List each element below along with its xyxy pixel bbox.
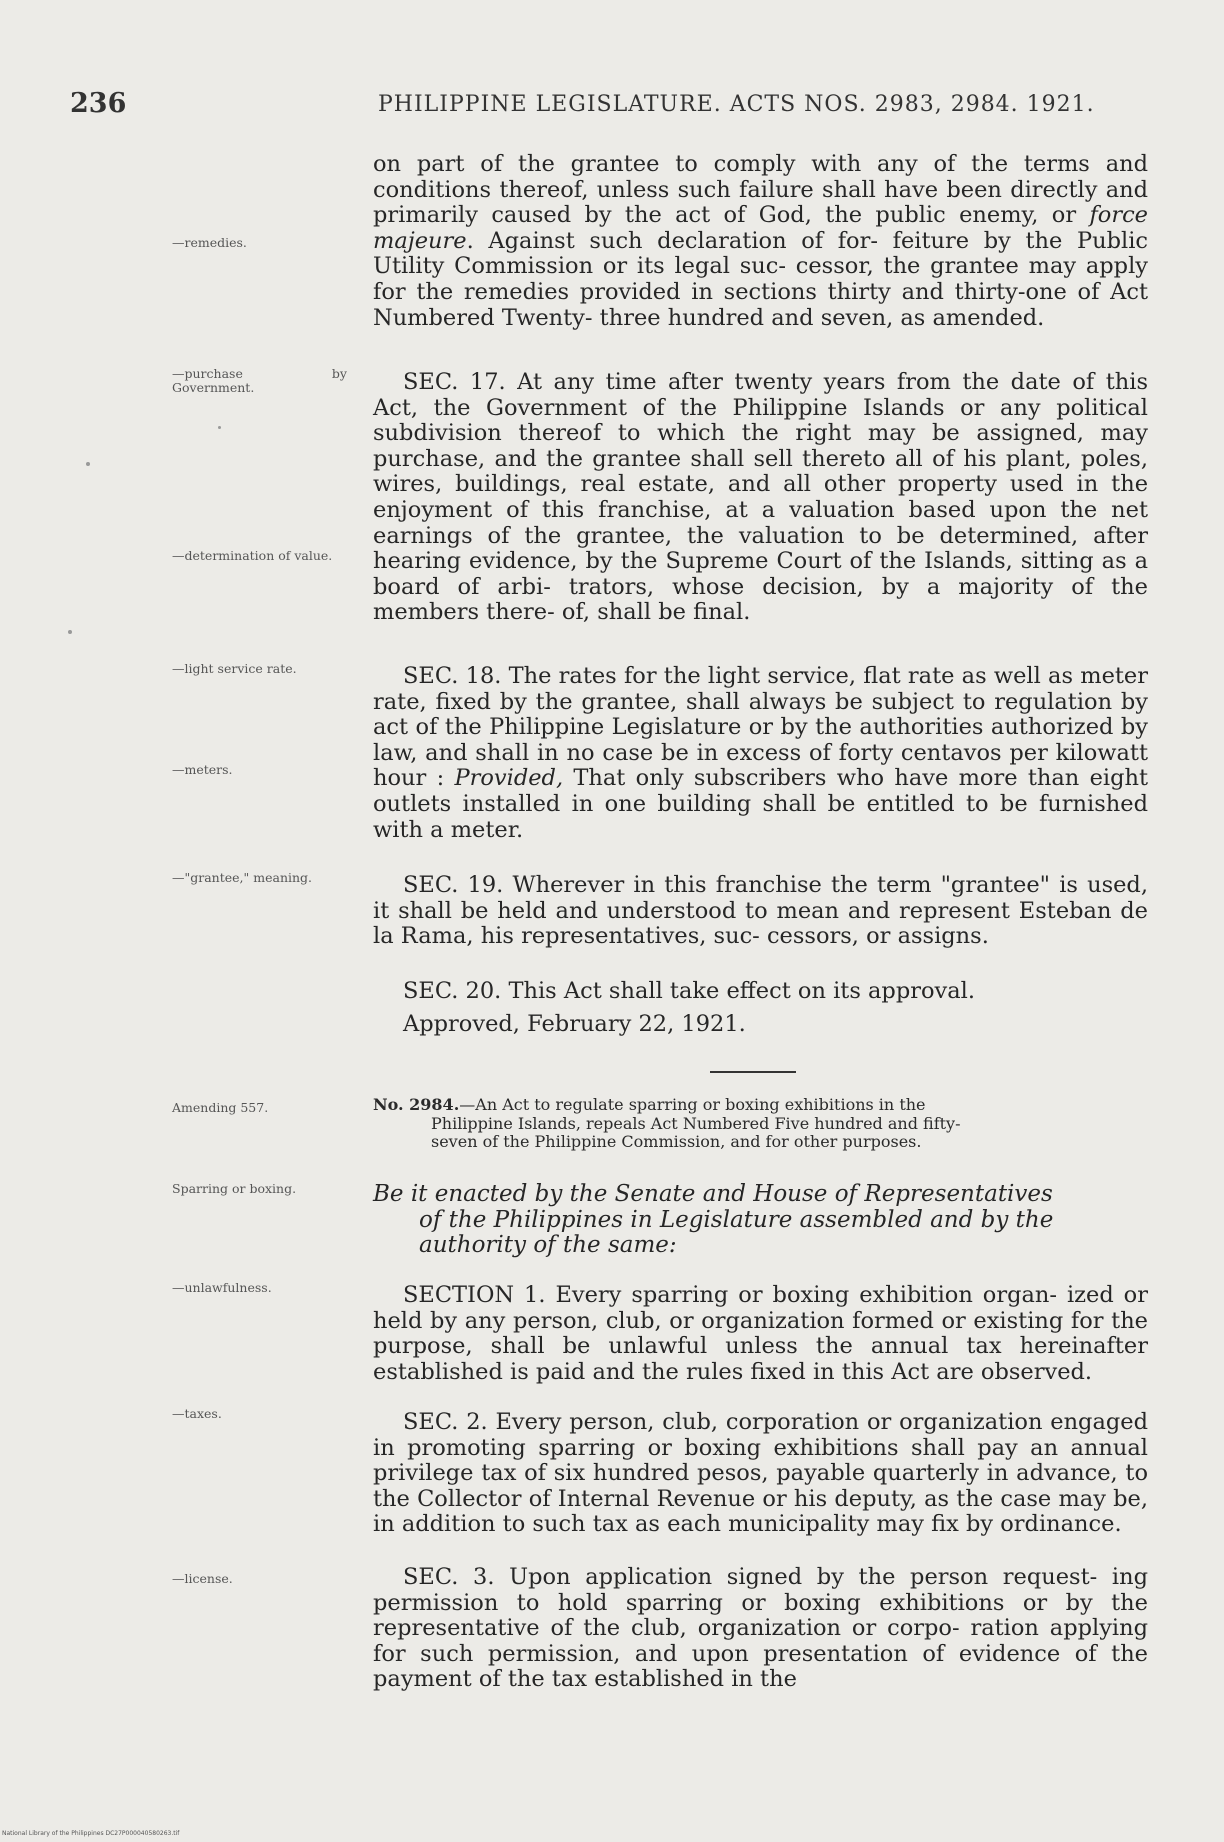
text-line: valuation to be determined, after hearing evidence, by the [373,522,1149,575]
text-line: pay an annual privilege tax of six hundred pesos, payable [373,1434,1148,1487]
text-line: existing for the purpose, shall be unlawful unless the annual [373,1307,1148,1360]
running-head: PHILIPPINE LEGISLATURE. ACTS NOS. 2983, 2984. 1921. [378,92,1095,117]
text-line: all of his plant, poles, wires, buildings, real estate, and all [373,445,1148,498]
scan-speck [218,426,221,429]
text-line: SEC. 19. Wherever in this franchise the term "grantee" [403,872,1051,898]
text-line: on part of the grantee to comply with any of the terms [373,151,1090,177]
text-line: by the representative of the club, organization or corpo- [373,1589,1148,1642]
text-line: feiture by the Public Utility Commission or its legal suc- [373,227,1149,280]
text-line: SECTION 1. Every sparring or boxing exhibition organ- [403,1282,1057,1308]
act-title-line: —An Act to regulate sparring or boxing exhibitions in the [459,1095,926,1114]
text-line: ing permission to hold sparring or boxing exhibitions or [373,1564,1148,1616]
enacting-line: of the Philippines in Legislature assembled and by the [419,1206,1054,1233]
text-line: enemy, or [959,202,1090,229]
text-line: as each municipality may fix by ordinance. [635,1511,1122,1538]
section-20-text: SEC. 20. This Act shall take effect on its approval. [403,978,976,1004]
sidenote-sparring: Sparring or boxing. [172,1181,297,1196]
text-line: as meter rate, fixed by the grantee, shall always be subject [373,663,1148,715]
sidenote-taxes: —taxes. [172,1406,222,1421]
text-line: only subscribers who have more than eight outlets installed [373,765,1149,817]
text-line: directly and primarily caused by the act of God, the public [373,176,1149,229]
text-line: . Against such declaration of for- [466,227,878,254]
enacting-line: authority of the same: [419,1232,677,1259]
text-line: of this Act, the Government of the Philippine Islands or any [373,369,1148,421]
section-divider [710,1071,796,1073]
approved-line [373,1012,1148,1038]
text-italic: force majeure [373,202,1148,254]
scan-speck [68,630,72,634]
text-line: tax hereinafter established is paid and the rules fixed in [373,1333,1148,1385]
sidenote-purchase: —purchase by Government. [172,366,347,395]
approved-text: Approved, February 22, 1921. [403,1011,746,1037]
section-17 [373,370,1148,626]
text-line: three hundred and seven, as amended. [599,304,1045,331]
text-line: excess of forty centavos per kilowatt hour : [373,739,1148,792]
enacting-line: Be it enacted by the Senate and House of Representatives [373,1181,1053,1207]
sidenote-license: —license. [172,1571,233,1586]
text-line: SEC. 18. The rates for the light service, flat rate as well [403,663,1041,689]
section-20 [373,979,1148,1005]
text-line: meter. [450,816,524,843]
text-line: of, shall be final. [561,599,751,626]
text-line: authorities authorized by law, and shall in no case be in [373,714,1148,766]
text-line: this Act are observed. [841,1358,1093,1385]
act-2983-continuation [373,152,1148,331]
sidenote-light-service-rate: —light service rate. [172,661,297,676]
text-line: in one building shall be entitled to be furnished with a [373,790,1148,843]
text-line: and conditions thereof, unless such failure shall have been [373,151,1148,203]
enacting-clause [373,1182,1148,1259]
text-line: cessor, the grantee may apply for the remedies provided [373,253,1148,305]
section-1 [373,1283,1148,1385]
section-2 [373,1410,1148,1538]
text-line: SEC. 2. Every person, club, corporation or organization [403,1409,1043,1435]
text-line: ration applying for such permission, and upon presentation [373,1615,1148,1667]
text-line: in sections thirty and thirty-one of Act Numbered Twenty- [373,278,1148,331]
sidenote-determination: —determination of value. [172,548,333,563]
text-line: of evidence of the payment of the tax established in the [373,1640,1148,1693]
sidenote-unlawfulness: —unlawfulness. [172,1280,272,1295]
scan-speck [86,462,90,466]
text-line: is used, it shall be held and understood to mean and [373,872,1148,924]
text-line: engaged in promoting sparring or boxing exhibitions shall [373,1409,1148,1461]
sidenote-remedies: —remedies. [172,235,247,250]
text-line: other property used in the enjoyment of this franchise, at [373,471,1149,523]
text-line: ized or held by any person, club, or organization formed or [373,1282,1148,1334]
footer-credit: National Library of the Philippines DC27P000040580263.tif [2,1830,180,1837]
act-2984-heading [373,1096,1148,1152]
text-line: quarterly in advance, to the Collector of Internal Revenue [373,1460,1148,1512]
text-line: SEC. 3. Upon application signed by the person request- [403,1564,1098,1590]
page-number: 236 [70,88,127,119]
text-line: That [563,765,626,792]
section-18 [373,664,1148,843]
text-line: a valuation based upon the net earnings of the grantee, the [373,496,1149,549]
section-3 [373,1565,1148,1693]
text-italic: Provided, [454,765,564,792]
text-line: represent Esteban de la Rama, his representatives, suc- [373,897,1148,950]
text-line: political subdivision thereof to which the right may be [373,394,1148,447]
section-19 [373,873,1148,950]
act-number: No. 2984. [373,1095,460,1114]
sidenote-amending: Amending 557. [172,1100,269,1115]
text-line: or his deputy, as the case may be, in addition to such tax [373,1485,1149,1538]
sidenote-meters: —meters. [172,762,233,777]
text-line: Supreme Court of the Islands, sitting as a board of arbi- [373,548,1149,600]
text-line: assigned, may purchase, and the grantee shall sell thereto [373,420,1148,472]
text-line: SEC. 17. At any time after twenty years from the date [403,369,1061,395]
act-title-line: seven of the Philippine Commission, and for other purposes. [431,1132,922,1151]
text-line: trators, whose decision, by a majority of the members there- [373,573,1148,626]
sidenote-grantee-meaning: —"grantee," meaning. [172,870,313,885]
act-title-line: Philippine Islands, repeals Act Numbered Five hundred and fifty- [431,1113,961,1133]
text-line: to regulation by act of the Philippine Legislature or by the [373,688,1149,741]
text-line: cessors, or assigns. [766,923,989,950]
